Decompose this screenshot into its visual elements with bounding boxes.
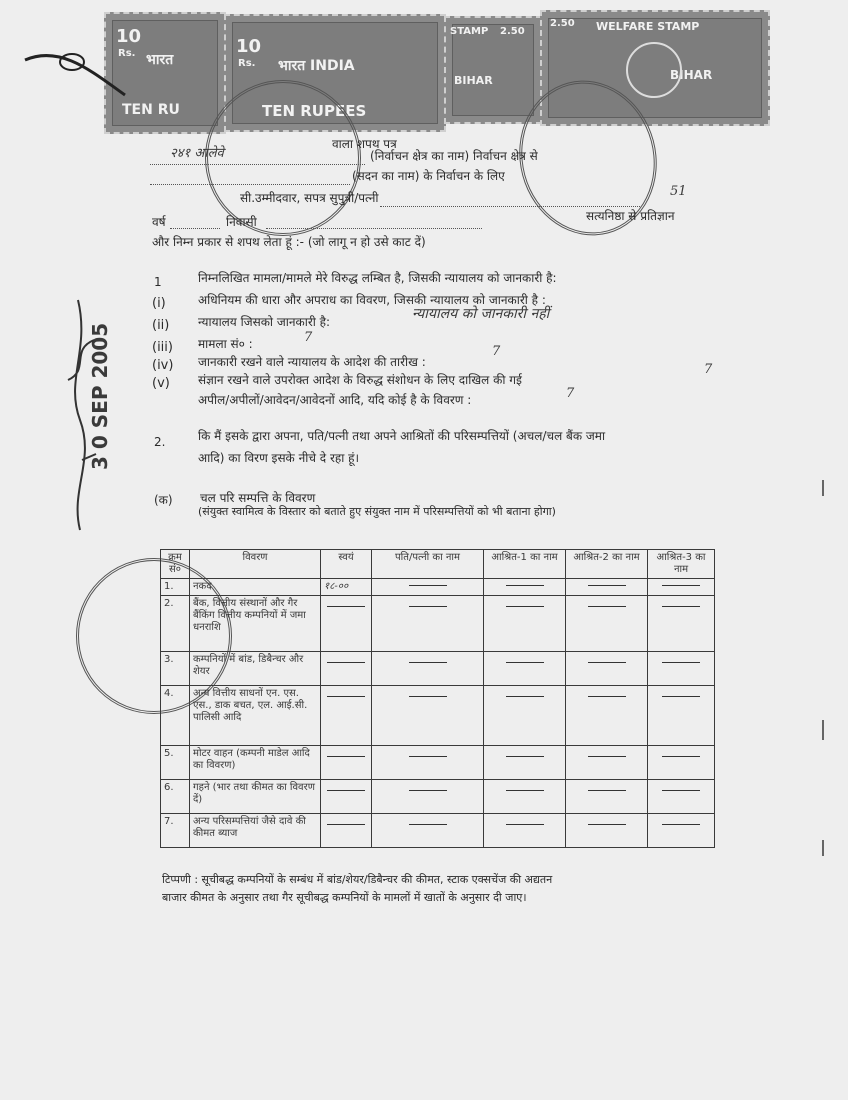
stamp-label: BIHAR	[454, 74, 493, 87]
candidate-line: सी.उम्मीदवार, सपत्र सुपुत्री/पत्नी	[240, 191, 379, 205]
court-handwriting: न्यायालय को जानकारी नहीं	[412, 306, 550, 322]
constituency-handwriting: २४१ आलेवे	[170, 146, 224, 161]
item-num-i: (i)	[152, 296, 166, 311]
col-serial-header: क्रम सं०	[161, 550, 190, 579]
appeal-handwriting: 7	[566, 386, 575, 401]
stamp-country: भारत	[146, 52, 174, 68]
table-header-row	[161, 550, 715, 579]
row-cell	[484, 746, 566, 780]
note-line-1: टिप्पणी : सूचीबद्ध कम्पनियों के सम्बंध में बांड/शेयर/डिबैन्चर की कीमत, स्टाक एक्सचेंज की अद्यतन	[162, 873, 553, 886]
section-1-intro: निम्नलिखित मामला/मामले मेरे विरुद्ध लम्बित है, जिसकी न्यायालय को जानकारी है:	[198, 271, 557, 285]
row-num: 4.	[161, 686, 190, 746]
age-label: वर्ष	[152, 215, 166, 229]
row-cell	[321, 746, 372, 780]
order-date-handwriting: 7	[492, 344, 501, 359]
row-desc: नकद	[190, 579, 321, 596]
row-self-value: १८-००	[321, 579, 372, 596]
row-num: 6.	[161, 780, 190, 814]
row-cell	[648, 686, 715, 746]
row-cell	[372, 780, 484, 814]
fill-line	[150, 164, 365, 165]
row-desc: मोटर वाहन (कम्पनी माडेल आदि का विवरण)	[190, 746, 321, 780]
row-cell	[648, 596, 715, 652]
stamp-unit: Rs.	[118, 48, 136, 59]
row-cell	[321, 596, 372, 652]
thread-icon	[20, 40, 130, 110]
row-cell	[372, 814, 484, 848]
solemn-line: सत्यनिष्ठा से प्रतिज्ञान	[586, 209, 675, 223]
row-desc: कम्पनियों में बांड, डिबैन्चर और शेयर	[190, 652, 321, 686]
row-cell	[321, 686, 372, 746]
row-cell	[648, 579, 715, 596]
row-desc: अन्य वित्तीय साधनों एन. एस. एस., डाक बचत, एल. आई.सी. पालिसी आदि	[190, 686, 321, 746]
row-desc: गहने (भार तथा कीमत का विवरण दें)	[190, 780, 321, 814]
stamp-country: WELFARE STAMP	[596, 20, 700, 33]
section-2-number: 2.	[154, 435, 166, 449]
margin-date-stamp: 3 0 SEP 2005	[88, 322, 112, 470]
section-2-line1: कि मैं इसके द्वारा अपना, पति/पत्नी तथा अपने आश्रितों की परिसम्पत्तियों (अचल/चल बैंक जमा	[198, 429, 606, 443]
row-cell	[321, 652, 372, 686]
row-cell	[321, 780, 372, 814]
row-desc: बैंक, वित्तीय संस्थानों और गैर बैंकिंग वित्तीय कम्पनियों में जमा धनराशि	[190, 596, 321, 652]
row-cell	[566, 814, 648, 848]
table-row	[161, 686, 715, 746]
item-num-iv: (iv)	[152, 358, 174, 373]
section-k-title: चल परि सम्पत्ति के विवरण	[200, 491, 316, 505]
table-row	[161, 814, 715, 848]
row-cell	[372, 652, 484, 686]
item-num-ii: (ii)	[152, 318, 170, 333]
row-num: 2.	[161, 596, 190, 652]
stamp-denomination: 2.50	[550, 18, 575, 29]
row-cell	[566, 652, 648, 686]
note-line-2: बाजार कीमत के अनुसार तथा गैर सूचीबद्ध कम्पनियों के मामलों में खातों के अनुसार दी जाए।	[162, 891, 527, 904]
row-num: 7.	[161, 814, 190, 848]
stamp-unit: Rs.	[238, 58, 256, 69]
row-cell	[648, 746, 715, 780]
resident-label: निवासी	[226, 215, 257, 229]
stamp-label: TEN RUPEES	[262, 102, 367, 120]
row-cell	[484, 652, 566, 686]
col-dependent2-header: आश्रित-2 का नाम	[566, 550, 648, 579]
section-2-line2: आदि) का विरण इसके नीचे दे रहा हूं।	[198, 451, 360, 465]
col-spouse-header: पति/पत्नी का नाम	[372, 550, 484, 579]
case-no-handwriting: 7	[304, 330, 313, 345]
table-row	[161, 780, 715, 814]
item-text-i: अधिनियम की धारा और अपराध का विवरण, जिसकी न्यायालय को जानकारी है :	[198, 293, 546, 307]
signature-icon	[50, 260, 120, 540]
affidavit-title: वाला शपथ पत्र	[332, 137, 397, 151]
col-self-header: स्वयं	[321, 550, 372, 579]
item-num-v: (v)	[152, 376, 170, 391]
row-cell	[648, 652, 715, 686]
row-cell	[372, 579, 484, 596]
table-row	[161, 746, 715, 780]
stamp-denomination: 2.50	[500, 26, 525, 37]
fill-line	[266, 228, 482, 229]
col-description-header: विवरण	[190, 550, 321, 579]
row-cell	[484, 686, 566, 746]
welfare-stamp-1	[444, 16, 542, 124]
row-num: 1.	[161, 579, 190, 596]
row-cell	[372, 746, 484, 780]
row-cell	[484, 579, 566, 596]
item-v-continued: अपील/अपीलों/आवेदन/आवेदनों आदि, यदि कोई है के विवरण :	[198, 393, 472, 407]
fill-line	[170, 228, 220, 229]
item-text-v: संज्ञान रखने वाले उपरोक्त आदेश के विरुद्ध संशोधन के लिए दाखिल की गई	[198, 373, 522, 387]
row-cell	[484, 814, 566, 848]
stamp-country: STAMP	[450, 26, 489, 37]
row-cell	[566, 579, 648, 596]
row-desc: अन्य परिसम्पत्तियां जैसे दावे की कीमत ब्याज	[190, 814, 321, 848]
row-cell	[566, 746, 648, 780]
item-text-ii: न्यायालय जिसको जानकारी है:	[198, 315, 331, 329]
oath-line: और निम्न प्रकार से शपथ लेता हूं :- (जो लागू न हो उसे काट दें)	[152, 235, 426, 249]
col-dependent3-header: आश्रित-3 का नाम	[648, 550, 715, 579]
section-1-number: 1	[154, 275, 162, 289]
emblem-icon	[626, 42, 682, 98]
fill-line	[150, 184, 350, 185]
stamp-country: भारत INDIA	[278, 58, 355, 74]
row-cell	[484, 596, 566, 652]
fill-line	[380, 206, 640, 207]
item-text-iii: मामला सं० :	[198, 337, 253, 351]
house-line: (सदन का नाम) के निर्वाचन के लिए	[352, 169, 505, 183]
age-handwriting: 51	[670, 184, 687, 199]
row-cell	[648, 814, 715, 848]
item-text-iv: जानकारी रखने वाले न्यायालय के आदेश की तारीख :	[198, 355, 426, 369]
row-cell	[321, 814, 372, 848]
row-cell	[566, 686, 648, 746]
margin-mark-icon	[808, 460, 838, 860]
section-k-subtitle: (संयुक्त स्वामित्व के विस्तार को बताते हुए संयुक्त नाम में परिसम्पत्तियों को भी बताना होगा)	[198, 505, 556, 518]
table-row	[161, 652, 715, 686]
row-num: 5.	[161, 746, 190, 780]
col-dependent1-header: आश्रित-1 का नाम	[484, 550, 566, 579]
constituency-line: (निर्वाचन क्षेत्र का नाम) निर्वाचन क्षेत्र से	[370, 149, 538, 163]
table-row	[161, 579, 715, 596]
stamp-denomination: 10	[116, 26, 142, 47]
row-cell	[648, 780, 715, 814]
stamp-denomination: 10	[236, 36, 262, 57]
revision-handwriting: 7	[704, 362, 713, 377]
row-cell	[566, 596, 648, 652]
notary-seal-top	[205, 80, 361, 236]
row-num: 3.	[161, 652, 190, 686]
row-cell	[484, 780, 566, 814]
row-cell	[372, 686, 484, 746]
row-cell	[566, 780, 648, 814]
table-row	[161, 596, 715, 652]
item-num-iii: (iii)	[152, 340, 173, 355]
stamp-label: TEN RU	[122, 102, 180, 118]
stamp-label: BIHAR	[670, 68, 713, 82]
section-k-label: (क)	[154, 493, 173, 507]
row-cell	[372, 596, 484, 652]
movable-assets-table	[160, 549, 715, 848]
